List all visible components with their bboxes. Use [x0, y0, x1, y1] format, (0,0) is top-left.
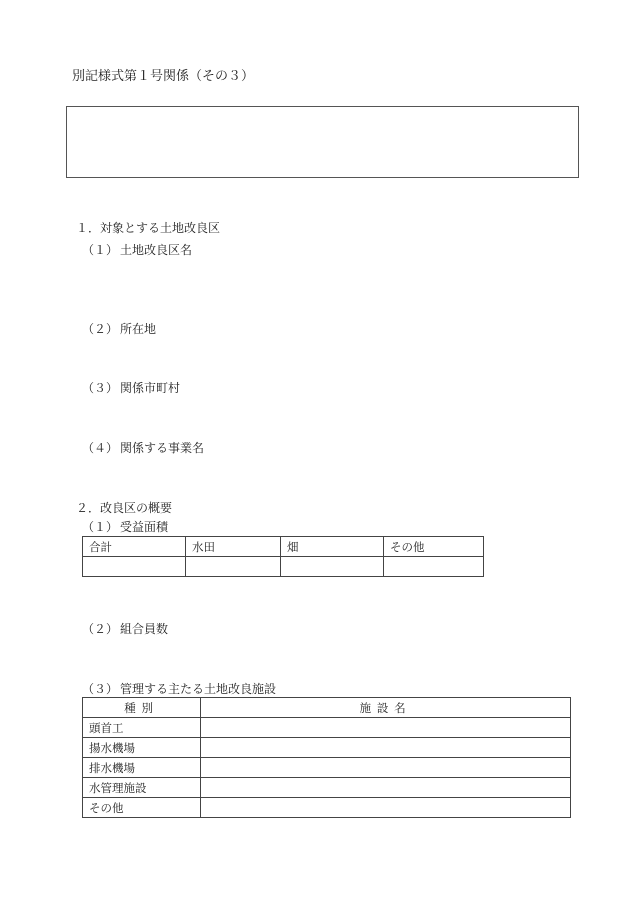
value-other[interactable] [384, 557, 484, 577]
col-other: その他 [384, 537, 484, 557]
col-paddy: 水田 [186, 537, 281, 557]
table-row [83, 758, 571, 778]
row-type: その他 [83, 798, 201, 818]
row-type: 揚水機場 [83, 738, 201, 758]
row-facility-name[interactable] [201, 778, 571, 798]
row-type: 水管理施設 [83, 778, 201, 798]
value-paddy[interactable] [186, 557, 281, 577]
members-number: （２） [82, 622, 119, 636]
row-type: 排水機場 [83, 758, 201, 778]
facilities-table [82, 697, 571, 818]
facilities-number: （３） [82, 682, 119, 696]
row-type: 頭首工 [83, 718, 201, 738]
item-4-number: （４） [82, 441, 119, 455]
row-facility-name[interactable] [201, 798, 571, 818]
col-facility-name: 施設名 [201, 698, 571, 718]
value-field[interactable] [281, 557, 384, 577]
table-row [83, 718, 571, 738]
row-facility-name[interactable] [201, 738, 571, 758]
table-row [83, 778, 571, 798]
col-type: 種別 [83, 698, 201, 718]
section-1-heading: １．対象とする土地改良区 [76, 221, 221, 235]
benefit-area-table [82, 536, 484, 577]
item-1-number: （１） [82, 243, 119, 257]
page-title: 別記様式第１号関係（その３） [72, 69, 255, 84]
item-1-label: 土地改良区名 [120, 243, 193, 257]
row-facility-name[interactable] [201, 718, 571, 738]
item-4-label: 関係する事業名 [120, 441, 205, 455]
col-field: 畑 [281, 537, 384, 557]
benefit-area-number: （１） [82, 520, 119, 534]
facilities-label: 管理する主たる土地改良施設 [120, 682, 277, 696]
header-box [66, 106, 579, 178]
table-row [83, 798, 571, 818]
col-total: 合計 [83, 537, 186, 557]
item-2-label: 所在地 [120, 322, 157, 336]
table-row [83, 738, 571, 758]
value-total[interactable] [83, 557, 186, 577]
members-label: 組合員数 [120, 622, 169, 636]
benefit-area-label: 受益面積 [120, 520, 169, 534]
item-3-number: （３） [82, 381, 119, 395]
row-facility-name[interactable] [201, 758, 571, 778]
item-3-label: 関係市町村 [120, 381, 181, 395]
section-2-heading: ２．改良区の概要 [76, 501, 173, 515]
item-2-number: （２） [82, 322, 119, 336]
